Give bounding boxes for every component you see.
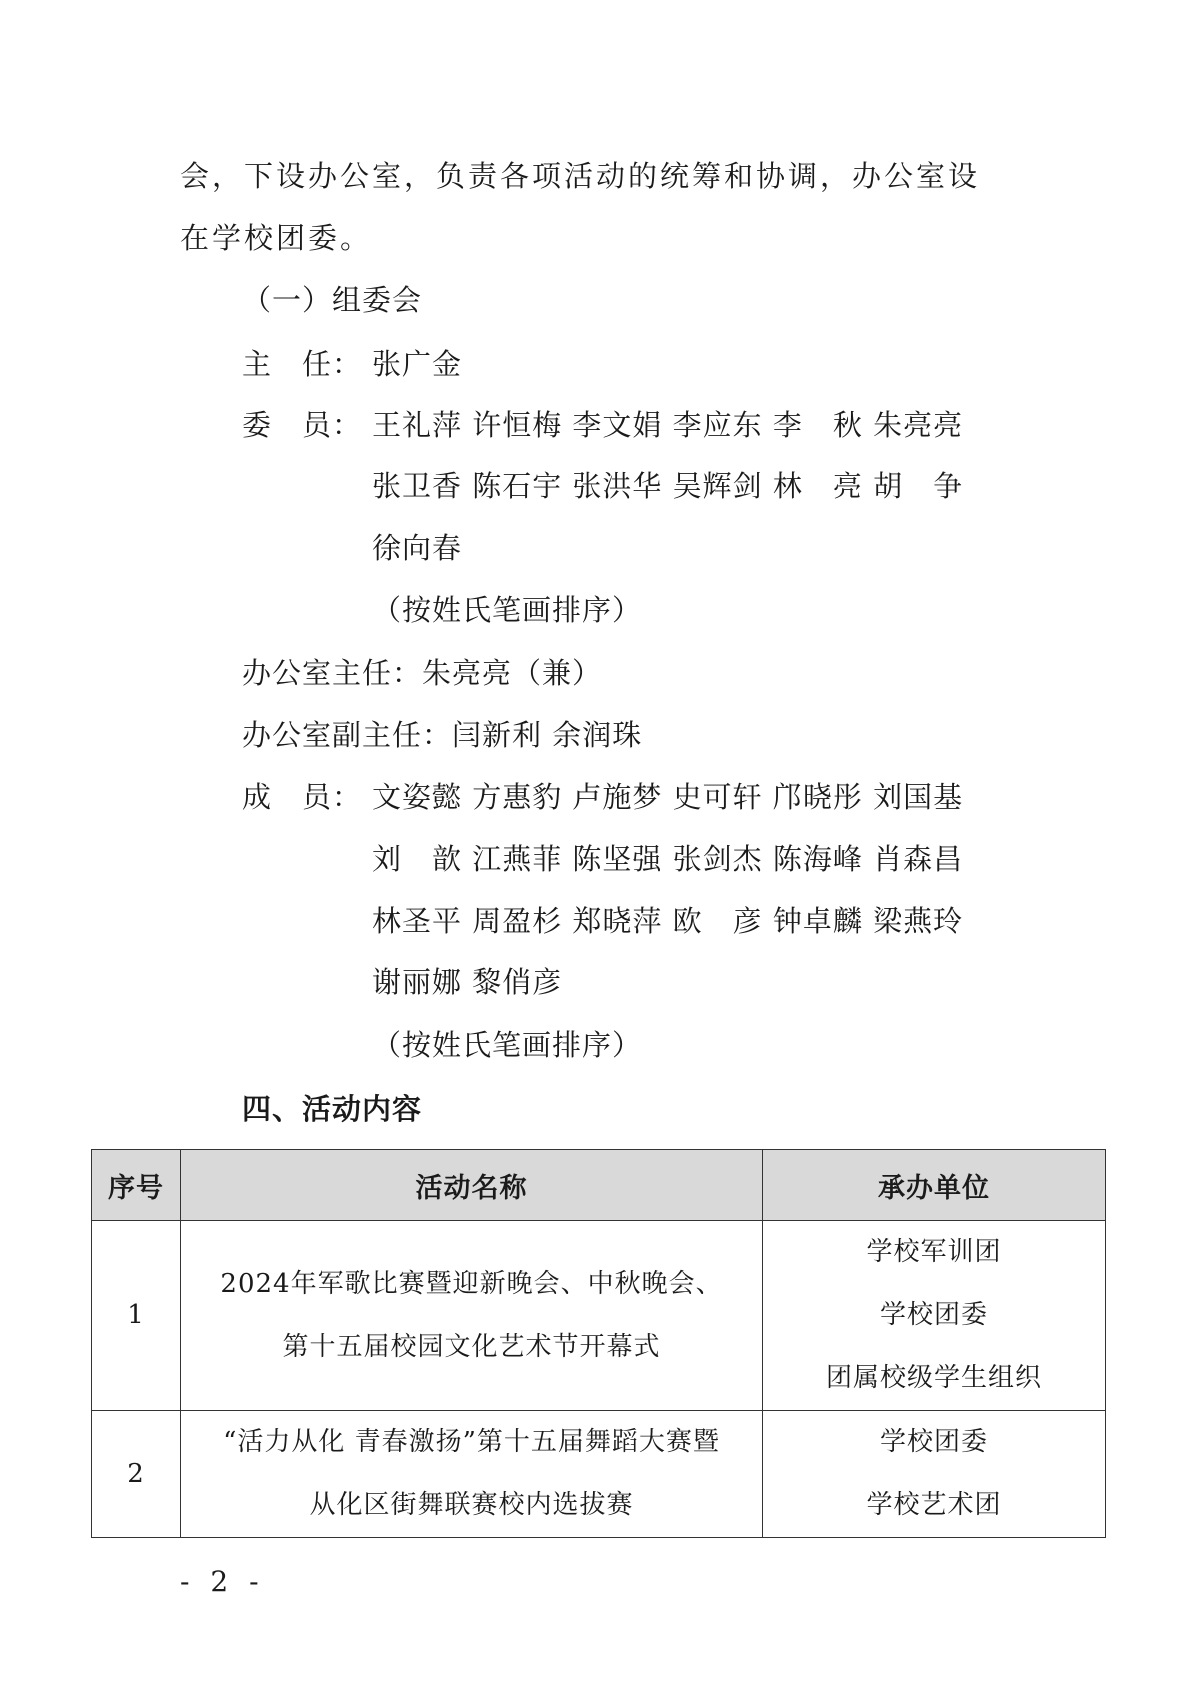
- organizer-item: 学校军训团: [866, 1237, 1002, 1267]
- organizer-item: 团属校级学生组织: [825, 1363, 1042, 1393]
- activity-name-line: “活力从化 青春激扬”第十五届舞蹈大赛暨: [223, 1427, 720, 1457]
- director-name: 张广金: [372, 347, 463, 381]
- row-organizers: [763, 1221, 1106, 1411]
- table-row: [92, 1221, 1106, 1411]
- office-director: 办公室主任：朱亮亮（兼）: [242, 656, 603, 690]
- activity-name-line: 从化区街舞联赛校内选拔赛: [309, 1490, 634, 1520]
- table-header-row: [92, 1150, 1106, 1221]
- header-number: 序号: [92, 1150, 181, 1221]
- header-organizer: 承办单位: [763, 1150, 1106, 1221]
- director-label: 主 任：: [242, 347, 363, 381]
- organizer-item: 学校团委: [879, 1427, 988, 1457]
- row-number: 1: [92, 1221, 181, 1411]
- header-activity-name: 活动名称: [181, 1150, 763, 1221]
- activity-name-line: 2024年军歌比赛暨迎新晚会、中秋晚会、: [220, 1268, 723, 1299]
- members-line-2: 张卫香 陈石宇 张洪华 吴辉剑 林 亮 胡 争: [372, 469, 964, 503]
- members-label: 委 员：: [242, 408, 363, 442]
- members-line-3: 徐向春: [372, 531, 463, 565]
- organizer-item: 学校团委: [879, 1300, 988, 1330]
- organizer-item: 学校艺术团: [866, 1490, 1002, 1520]
- page-number: - 2 -: [180, 1565, 265, 1598]
- row-activity-name: [181, 1221, 763, 1411]
- intro-line-1: 会，下设办公室，负责各项活动的统筹和协调，办公室设: [180, 159, 981, 193]
- activities-table: [91, 1149, 1106, 1538]
- members-note: （按姓氏笔画排序）: [372, 593, 643, 627]
- staff-line-1: 文姿懿 方惠豹 卢施梦 史可轩 邝晓彤 刘国基: [372, 780, 964, 814]
- staff-line-4: 谢丽娜 黎俏彦: [372, 965, 563, 999]
- row-activity-name: [181, 1411, 763, 1538]
- row-organizers: [763, 1411, 1106, 1538]
- staff-line-2: 刘 歆 江燕菲 陈坚强 张剑杰 陈海峰 肖森昌: [372, 842, 964, 876]
- row-number: 2: [92, 1411, 181, 1538]
- staff-label: 成 员：: [242, 780, 363, 814]
- staff-line-3: 林圣平 周盈杉 郑晓萍 欧 彦 钟卓麟 梁燕玲: [372, 904, 964, 938]
- activity-name-line: 第十五届校园文化艺术节开幕式: [282, 1331, 661, 1362]
- office-deputy: 办公室副主任：闫新利 余润珠: [242, 718, 643, 752]
- committee-heading: （一）组委会: [242, 283, 423, 317]
- section-4-heading: 四、活动内容: [242, 1092, 423, 1126]
- intro-line-2: 在学校团委。: [180, 221, 373, 255]
- staff-note: （按姓氏笔画排序）: [372, 1028, 643, 1062]
- table-row: [92, 1411, 1106, 1538]
- members-line-1: 王礼萍 许恒梅 李文娟 李应东 李 秋 朱亮亮: [372, 408, 964, 442]
